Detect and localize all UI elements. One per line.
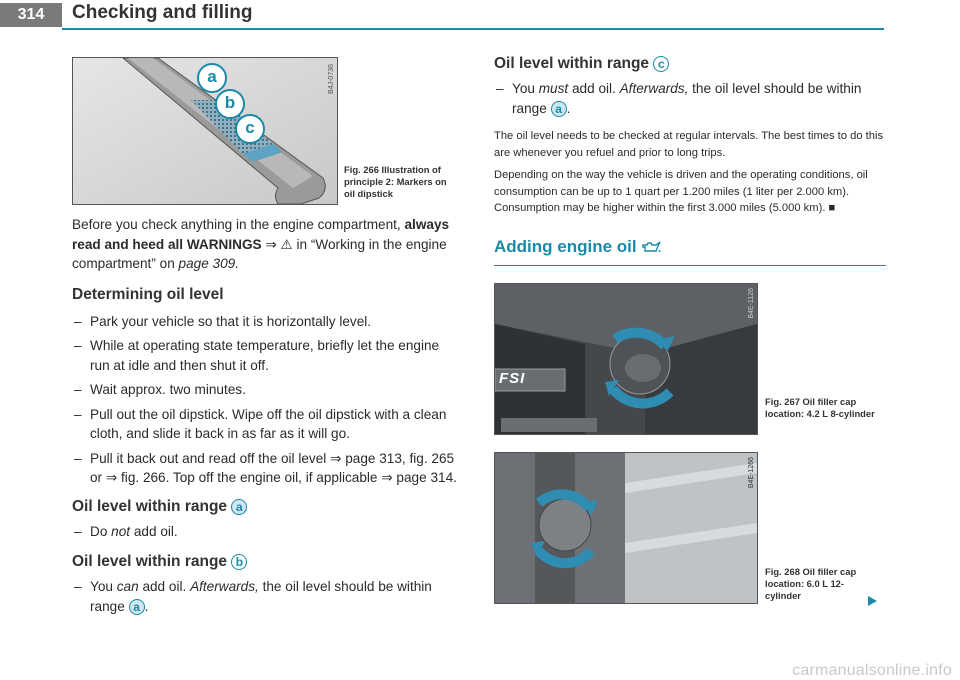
range-c-text-2: add oil. <box>571 81 616 96</box>
intro-paragraph <box>72 215 458 274</box>
arrow-right-icon <box>866 594 878 612</box>
step-item: – While at operating state temperature, briefly let the engine run at idle and then shut it off. <box>72 336 458 375</box>
heading-adding-oil <box>494 237 886 259</box>
marker-b: b <box>215 89 245 119</box>
range-c-emph-2: Afterwards, <box>619 81 689 96</box>
fsi-badge: FSI <box>499 370 526 387</box>
range-b-emph-2: Afterwards, <box>190 579 259 594</box>
range-c-text: You <box>512 81 535 96</box>
figure-267-engine-4-2 <box>494 283 758 435</box>
range-b-instruction <box>72 577 458 616</box>
warning-emphasis: always read and heed all WARNINGS <box>72 217 450 252</box>
heading-range-b-text: Oil level within range <box>72 553 228 570</box>
marker-a: a <box>197 63 227 93</box>
range-b-text-2: add oil. <box>142 579 187 594</box>
heading-adding-rule <box>494 265 886 266</box>
right-column <box>494 55 886 266</box>
range-c-end: . <box>566 100 571 116</box>
step-item: – Park your vehicle so that it is horizontally level. <box>72 312 458 332</box>
range-b-emph: can <box>116 579 139 594</box>
heading-range-c <box>494 55 886 73</box>
figure-266-caption: Fig. 266 Illustration of principle 2: Markers on oil dipstick <box>344 164 447 199</box>
range-a-text-2: add oil. <box>133 523 178 539</box>
range-a-instruction <box>72 522 458 542</box>
heading-determining: Determining oil level <box>72 285 224 303</box>
heading-range-c-text: Oil level within range <box>494 55 650 72</box>
range-a-text: Do <box>90 523 108 539</box>
header-rule <box>62 28 884 30</box>
step-item: – Pull out the oil dipstick. Wipe off the oil dipstick with a clean cloth, and slide it back in as far as it will go. <box>72 405 458 444</box>
engine-4-2-illustration <box>495 284 757 434</box>
range-c-ref: a <box>551 101 567 117</box>
section-title: Checking and filling <box>72 2 253 23</box>
engine-6-0-illustration <box>495 453 757 603</box>
figure-code: B4J-0736 <box>328 64 335 94</box>
step-item: – Pull it back out and read off the oil level ⇒ page 313, fig. 265 or ⇒ fig. 266. Top off the engine oil, if applicable ⇒ page 314. <box>72 449 458 488</box>
range-c-label: c <box>653 56 669 72</box>
oil-can-icon <box>641 239 661 259</box>
range-c-text-3: the oil level should be within range <box>512 81 862 116</box>
range-c-emph: must <box>538 81 569 96</box>
figure-267-code: B4E-1126 <box>748 288 755 319</box>
consumption-paragraph: Depending on the way the vehicle is driven and the operating conditions, oil consumption can be up to 1 quart per 1.200 miles (1 liter per 2.000 km). Consumption may be higher within the first 3.000 miles (5.000 km). ■ <box>494 169 868 214</box>
range-b-end: . <box>144 598 149 614</box>
page-header <box>0 0 960 30</box>
steps-list <box>72 312 458 488</box>
figure-268-engine-6-0 <box>494 452 758 604</box>
page-number: 314 <box>0 3 62 27</box>
figure-268-caption: Fig. 268 Oil filler cap location: 6.0 L 12-cylinder <box>765 566 857 601</box>
intro-text: Before you check anything in the engine compartment, <box>72 217 401 232</box>
intro-page-link[interactable]: page 309. <box>178 256 240 271</box>
range-c-instruction <box>494 79 886 118</box>
marker-c: c <box>235 114 265 144</box>
heading-range-b <box>72 553 458 571</box>
range-a-label: a <box>231 499 247 515</box>
range-b-label: b <box>231 554 247 570</box>
figure-266-dipstick <box>72 57 338 205</box>
heading-adding-oil-text: Adding engine oil <box>494 236 637 256</box>
heading-range-a <box>72 498 458 516</box>
step-item: – Wait approx. two minutes. <box>72 380 458 400</box>
figure-268-code: B4E-1266 <box>748 457 755 489</box>
range-a-emph: not <box>111 523 131 539</box>
range-b-text-3: the oil level should be within range <box>90 579 432 614</box>
watermark: carmanualsonline.info <box>792 662 952 679</box>
figure-267-caption: Fig. 267 Oil filler cap location: 4.2 L 8-cylinder <box>765 396 875 419</box>
left-column <box>72 215 458 616</box>
check-interval-paragraph: The oil level needs to be checked at regular intervals. The best times to do this are whenever you refuel and prior to long trips. <box>494 130 884 159</box>
range-b-text: You <box>90 579 113 594</box>
range-b-ref: a <box>129 599 145 615</box>
intro-ref: ⇒ ⚠ in “Working in the engine compartment” on <box>72 236 447 271</box>
heading-range-a-text: Oil level within range <box>72 497 228 515</box>
